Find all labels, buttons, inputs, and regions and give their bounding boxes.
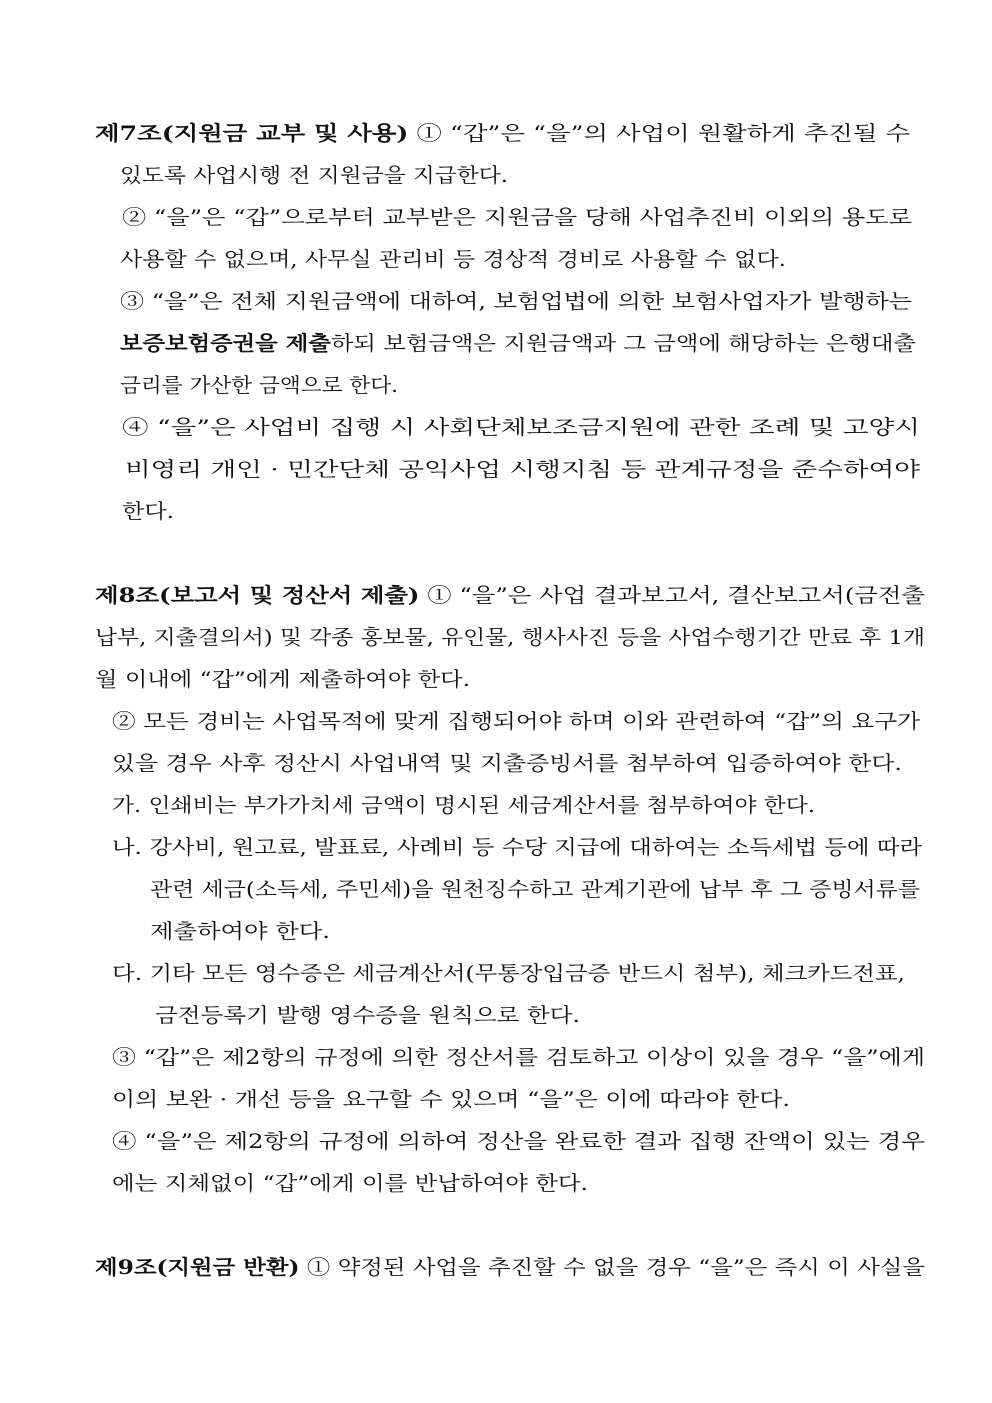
article-7-clause-3: ③ “을”은 전체 지원금액에 대하여, 보험업법에 의한 보험사업자가 발행하는 (120, 289, 912, 313)
article-7-line-2: 있도록 사업시행 전 지원금을 지급한다. (120, 163, 508, 187)
article-8-line-3: 월 이내에 “갑”에게 제출하여야 한다. (95, 667, 470, 691)
article-7-clause-4-end: 한다. (122, 499, 174, 523)
article-7-clause-3-cont: 보증보험증권을 제출하되 보험금액은 지원금액과 그 금액에 해당하는 은행대출 (120, 331, 916, 355)
article-8-heading: 제8조(보고서 및 정산서 제출) (95, 583, 420, 607)
article-8-clause-4: ④ “을”은 제2항의 규정에 의하여 정산을 완료한 결과 집행 잔액이 있는 경우 (112, 1129, 925, 1153)
article-8-clause-1-start: ① “을”은 사업 결과보고서, 결산보고서(금전출 (419, 583, 925, 607)
article-7-heading: 제7조(지원금 교부 및 사용) (95, 121, 409, 145)
article-8-clause-3: ③ “갑”은 제2항의 규정에 의한 정산서를 검토하고 이상이 있을 경우 “을”에게 (112, 1045, 925, 1069)
article-9-heading: 제9조(지원금 반환) (95, 1255, 300, 1279)
article-8-item-ga: 가. 인쇄비는 부가가치세 금액이 명시된 세금계산서를 첨부하여야 한다. (112, 793, 816, 817)
article-8-clause-4-cont: 에는 지체없이 “갑”에게 이를 반납하여야 한다. (112, 1171, 588, 1195)
guarantee-insurance-text: 보증보험증권을 제출 (120, 331, 331, 355)
article-8-clause-3-cont: 이의 보완 · 개선 등을 요구할 수 있으며 “을”은 이에 따라야 한다. (112, 1087, 790, 1111)
article-7-clause-1-start: ① “갑”은 “을”의 사업이 원활하게 추진될 수 (408, 121, 911, 145)
article-7-clause-4-cont: 비영리 개인 · 민간단체 공익사업 시행지침 등 관계규정을 준수하여야 (125, 457, 920, 481)
article-8-item-da-cont: 금전등록기 발행 영수증을 원칙으로 한다. (155, 1003, 580, 1027)
article-8-item-da: 다. 기타 모든 영수증은 세금계산서(무통장입금증 반드시 첨부), 체크카드전표, (112, 961, 905, 985)
article-8-line-2: 납부, 지출결의서) 및 각종 홍보물, 유인물, 행사사진 등을 사업수행기간 만료 후 1개 (95, 625, 926, 649)
article-7-clause-2-cont: 사용할 수 없으며, 사무실 관리비 등 경상적 경비로 사용할 수 없다. (120, 247, 786, 271)
article-7-line-1 (95, 119, 911, 147)
article-9-line-1 (95, 1253, 925, 1281)
article-8-item-na-end: 제출하여야 한다. (150, 919, 330, 943)
article-8-item-na-cont: 관련 세금(소득세, 주민세)을 원천징수하고 관계기관에 납부 후 그 증빙서류를 (150, 877, 920, 901)
article-7-clause-2: ② “을”은 “갑”으로부터 교부받은 지원금을 당해 사업추진비 이외의 용도로 (122, 205, 913, 229)
article-8-line-1 (95, 581, 925, 609)
article-8-clause-2: ② 모든 경비는 사업목적에 맞게 집행되어야 하며 이와 관련하여 “갑”의 요구가 (112, 709, 921, 733)
article-7-clause-3-end: 금리를 가산한 금액으로 한다. (120, 373, 398, 397)
article-8-clause-2-cont: 있을 경우 사후 정산시 사업내역 및 지출증빙서를 첨부하여 입증하여야 한다. (112, 751, 902, 775)
article-8-item-na: 나. 강사비, 원고료, 발표료, 사례비 등 수당 지급에 대하여는 소득세법 등에 따라 (112, 835, 922, 859)
article-7-clause-4: ④ “을”은 사업비 집행 시 사회단체보조금지원에 관한 조례 및 고양시 (122, 415, 920, 439)
article-9-clause-1-start: ① 약정된 사업을 추진할 수 없을 경우 “을”은 즉시 이 사실을 (299, 1255, 925, 1279)
